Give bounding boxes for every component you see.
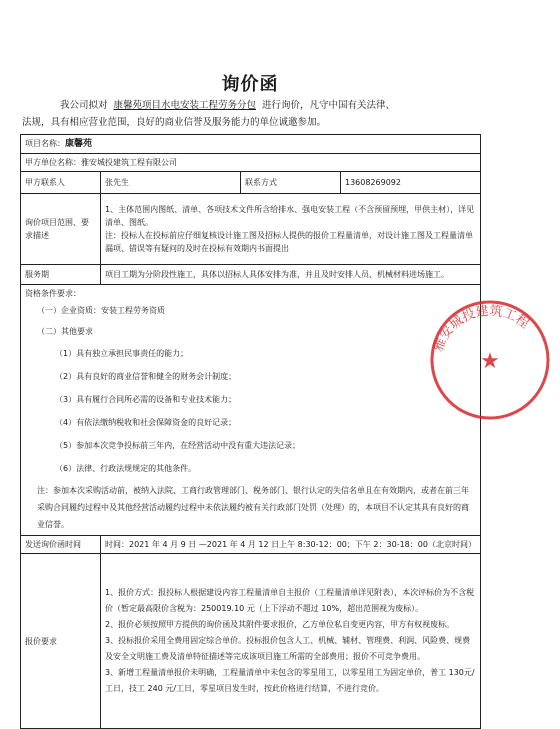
seal-text: 雅安城投建筑工程 (430, 303, 532, 354)
scope-p1: 1、主体范围内图纸、清单、各项技术文件所含给排水、强电安装工程（不含预留预埋，甲供主材），详见清单、图纸。 (105, 205, 475, 227)
service-label: 服务期 (21, 265, 101, 285)
qual-line: （5）参加本次竞争投标前三年内，在经营活动中没有重大违法记录； (55, 441, 301, 450)
row-quote (21, 554, 481, 729)
qual-line: （2）具有良好的商业信誉和健全的财务会计制度； (55, 372, 237, 381)
quote-p2: 2、报价必须按照甲方提供的询价函及其附件要求报价，乙方单位私自变更内容，甲方有权视废标。 (105, 620, 455, 629)
row-qualification (21, 285, 481, 536)
row-contact (21, 172, 481, 194)
buyer-value: 雅安城投建筑工程有限公司 (81, 158, 177, 167)
contact-label: 甲方联系人 (21, 172, 101, 194)
document-title: 询价函 (221, 74, 279, 95)
deadline-value: 时间：2021 年 4 月 9 日 —2021 年 4 月 12 日上午 8:30-12：00；下午 2：30-18：00（北京时间） (101, 536, 481, 554)
intro-before: 我公司拟对 (60, 100, 108, 111)
row-project (21, 135, 481, 154)
qual-line: （3）具有履行合同所必需的设备和专业技术能力； (55, 395, 237, 404)
qual-line: （一）企业资质：安装工程劳务资质 (37, 306, 165, 315)
intro-after: 进行询价，凡守中国有关法律、 (262, 100, 396, 111)
quote-p3: 3、投标报价采用全费用固定综合单价。投标报价包含人工、机械、辅材、管理费、利润、风险费、规费及安全文明施工费及清单特征描述等完成该项目施工所需的全部费用；报价不可竞争费用。 (105, 636, 471, 661)
scope-label: 询价项目范围、要求描述 (21, 194, 101, 265)
project-value: 康馨苑 (65, 139, 93, 149)
quote-label: 报价要求 (21, 554, 101, 729)
intro-project: 康馨苑项目水电安装工程劳务分包 (113, 100, 257, 111)
qual-label: 资格条件要求： (25, 289, 81, 298)
contact-method-label: 联系方式 (241, 172, 341, 194)
qual-line: （1）具有独立承担民事责任的能力； (55, 349, 189, 358)
intro-line2: 法规，具有相应营业范围，良好的商业信誉及服务能力的单位诚邀参加。 (22, 117, 327, 128)
qual-line: （4）有依法缴纳税收和社会保障资金的良好记录； (55, 418, 237, 427)
buyer-label: 甲方单位名称： (25, 158, 81, 167)
contact-value: 张先生 (101, 172, 241, 194)
seal-star-icon: ★ (480, 349, 500, 374)
inquiry-table (20, 134, 481, 729)
row-scope (21, 194, 481, 265)
scope-p2: 注：投标人在投标前应仔细复核设计施工图及招标人提供的报价工程量清单，对设计施工图及工程量清单漏项、错误等有疑问的及时在投标有效期内书面提出 (105, 231, 473, 253)
service-value: 项目工期为分阶段性施工，具体以招标人具体安排为准，并且及时安排人员、机械材料进场施工。 (101, 265, 481, 285)
quote-p4: 3、新增工程量清单报价未明确，工程量清单中未包含的零星用工，以零星用工为固定单价，普工 130元/工日，技工 240 元/工日，零星项目发生时，按此价格进行结算，不进行竞价。 (105, 668, 475, 693)
intro-paragraph (22, 97, 482, 131)
quote-p1: 1、报价方式：报投标人根据建设内容工程量清单自主报价（工程量清单详见附表），本次评标价为不含税价（暂定最高限价含税为：250019.10 元（上下浮动不超过 10%，超出范围视为废标）。 (105, 588, 475, 613)
row-service (21, 265, 481, 285)
qual-line: （6）法律、行政法规规定的其他条件。 (55, 464, 197, 473)
row-buyer (21, 154, 481, 172)
project-label: 项目名称： (25, 139, 65, 148)
qual-note: 注：参加本次采购活动前，被纳入法院、工商行政管理部门、税务部门、银行认定的失信名单且在有效期内，或者在前三年采购合同履约过程中及其他经营活动履约过程中未依法履约被有关行政部门处罚（处理）的，本项目不认定其具有良好的商业信誉。 (37, 486, 469, 529)
deadline-label: 发送询价函时间 (21, 536, 101, 554)
row-deadline (21, 536, 481, 554)
qual-line: （二）其他要求 (37, 327, 93, 336)
contact-method-value: 13608269092 (341, 172, 481, 194)
